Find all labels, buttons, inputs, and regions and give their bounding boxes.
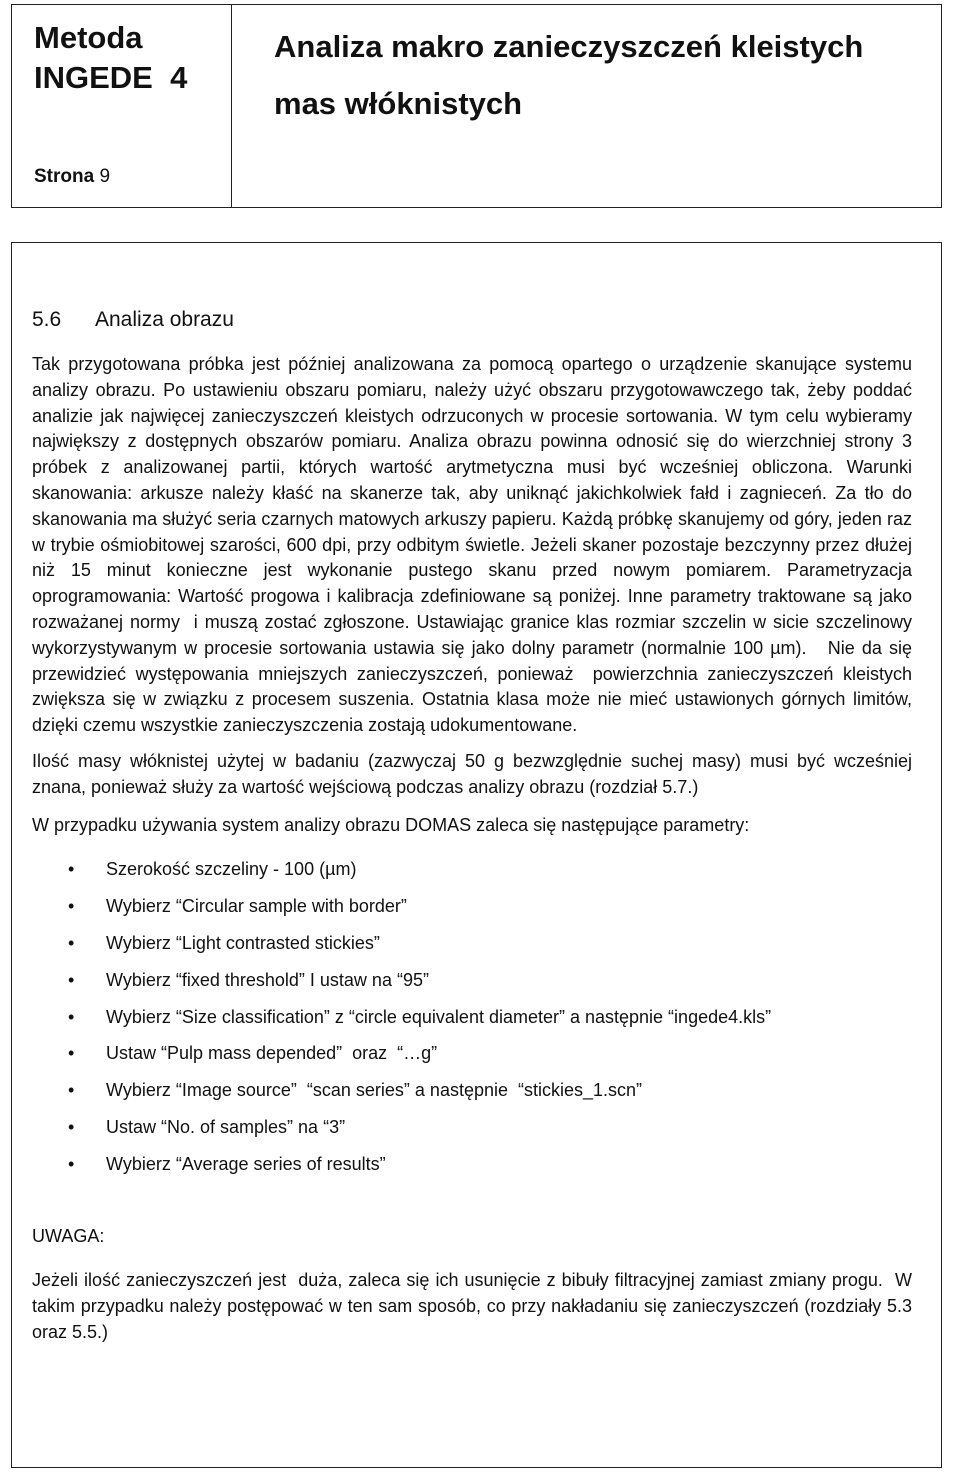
method-name — [34, 18, 224, 98]
page-prefix: Strona — [34, 166, 95, 187]
bullet-icon: • — [68, 859, 75, 880]
list-item — [32, 1114, 912, 1151]
list-item — [32, 967, 912, 1004]
list-item — [32, 930, 912, 967]
parameter-list — [32, 856, 912, 1187]
section-title: Analiza obrazu — [95, 308, 234, 331]
list-item — [32, 1077, 912, 1114]
list-item-text: Wybierz “Image source” “scan series” a następnie “stickies_1.scn” — [106, 1080, 643, 1101]
page-number: 9 — [99, 166, 111, 187]
bullet-icon: • — [68, 1080, 75, 1101]
bullet-icon: • — [68, 1043, 75, 1064]
list-item — [32, 1151, 912, 1188]
list-item — [32, 1004, 912, 1041]
header-method-cell — [12, 5, 232, 207]
document-header — [11, 4, 942, 208]
list-item-text: Szerokość szczeliny - 100 (µm) — [106, 859, 357, 880]
list-item-text: Wybierz “fixed threshold” I ustaw na “95” — [106, 969, 429, 990]
note-text: Jeżeli ilość zanieczyszczeń jest duża, zaleca się ich usunięcie z bibuły filtracyjnej zamiast zmiany progu. W takim przypadku należy postępować w ten sam sposób, co przy nakładaniu się zanieczyszczeń (rozdziały 5.3 oraz 5.5.) — [32, 1270, 918, 1342]
list-item-text: Wybierz “Average series of results” — [106, 1153, 386, 1174]
bullet-icon: • — [68, 1116, 75, 1137]
main-content — [32, 306, 923, 1346]
bullet-icon: • — [68, 969, 75, 990]
paragraph-image-analysis: Tak przygotowana próbka jest później analizowana za pomocą opartego o urządzenie skanujące systemu analizy obrazu. Po ustawieniu obszaru pomiaru, należy użyć obszaru przygotowawczego tak, żeby poddać analizie jak najwięcej zanieczyszczeń kleistych odrzuconych w procesie sortowania. W tym celu wybieramy największy z dostępnych obszarów pomiaru. Analiza obrazu powinna odnosić się do wierzchniej strony 3 próbek z analizowanej partii, których wartość arytmetyczna musi być wcześniej obliczona. Warunki skanowania: arkusze należy kłaść na skanerze tak, aby uniknąć jakichkolwiek fałd i zagnieceń. Za tło do skanowania ma służyć seria czarnych matowych arkuszy papieru. Każdą próbkę skanujemy od góry, jeden raz w trybie ośmiobitowej szarości, 600 dpi, przy odbitym świetle. Jeżeli skaner pozostaje bezczynny przez dłużej niż 15 minut konieczne jest wykonanie pustego skanu przed nowym pomiarem. Parametryzacja oprogramowania: Wartość progowa i kalibracja zdefiniowane są poniżej. Inne parametry traktowane są jako rozważanej normy i muszą zostać zgłoszone. Ustawiając granice klas rozmiar szczelin w sicie szczelinowy wykorzystywanym w procesie sortowania ustawia się jako dolny parametr (normalnie 100 µm). Nie da się przewidzieć występowania mniejszych zanieczyszczeń, ponieważ powierzchnia zanieczyszczeń kleistych zwiększa się w związku z procesem suszenia. Ostatnia klasa może nie mieć ustawionych górnych limitów, dzięki czemu wszystkie zanieczyszczenia zostają udokumentowane. — [32, 354, 923, 736]
note-label: UWAGA: — [32, 1225, 105, 1246]
list-item-text: Wybierz “Light contrasted stickies” — [106, 932, 380, 953]
list-item-text: Wybierz “Circular sample with border” — [106, 896, 407, 917]
bullet-icon: • — [68, 932, 75, 953]
method-line-1: Metoda — [34, 20, 143, 55]
section-number: 5.6 — [32, 308, 62, 331]
document-title — [274, 18, 934, 132]
section-heading — [32, 306, 912, 334]
page-label — [34, 165, 110, 189]
bullet-icon: • — [68, 1006, 75, 1027]
title-line-1: Analiza makro zanieczyszczeń kleistych — [274, 29, 864, 64]
list-item-text: Wybierz “Size classification” z “circle equivalent diameter” a następnie “ingede4.kls” — [106, 1006, 772, 1027]
list-item — [32, 1040, 912, 1077]
list-item-text: Ustaw “Pulp mass depended” oraz “…g” — [106, 1043, 438, 1064]
title-line-2: mas włóknistych — [274, 86, 523, 121]
bullet-icon: • — [68, 1153, 75, 1174]
paragraph-pulp-mass: Ilość masy włóknistej użytej w badaniu (zazwyczaj 50 g bezwzględnie suchej masy) musi być wcześniej znana, ponieważ służy za wartość wejściową podczas analizy obrazu (rozdział 5.7.) — [32, 750, 912, 797]
bullet-icon: • — [68, 896, 75, 917]
method-line-2: INGEDE 4 — [34, 60, 188, 95]
paragraph-domas-intro: W przypadku używania system analizy obrazu DOMAS zaleca się następujące parametry: — [32, 814, 750, 835]
list-item — [32, 893, 912, 930]
list-item-text: Ustaw “No. of samples” na “3” — [106, 1116, 346, 1137]
list-item — [32, 856, 912, 893]
